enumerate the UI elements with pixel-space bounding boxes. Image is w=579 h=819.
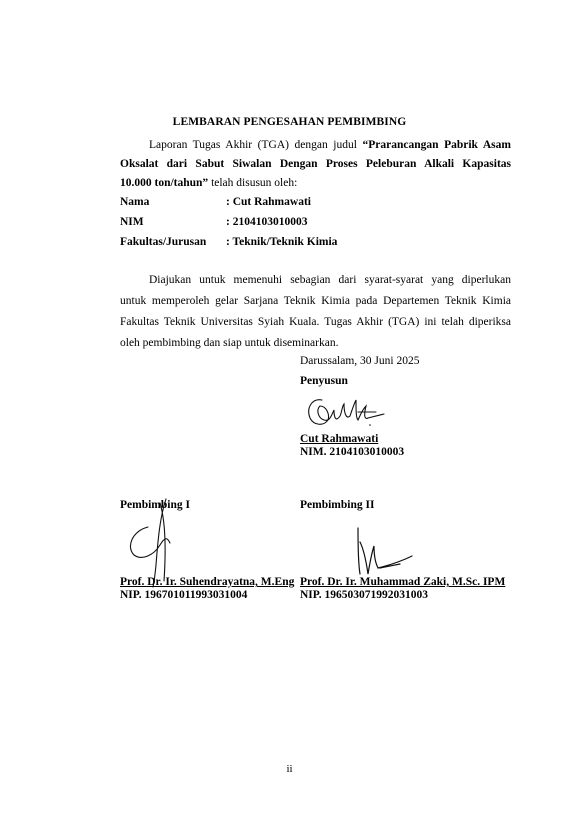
statement-paragraph [120, 270, 511, 354]
identity-value: : Teknik/Teknik Kimia [226, 236, 338, 248]
intro-text: Laporan Tugas Akhir (TGA) dengan judul [149, 139, 363, 151]
thesis-title-line: Oksalat dari Sabut Siwalan Dengan Proses Peleburan Alkali Kapasitas [120, 158, 511, 170]
thesis-title-start: “Prarancangan Pabrik Asam [362, 139, 511, 151]
identity-label: NIM [120, 216, 144, 228]
thesis-title-end: 10.000 ton/tahun” [120, 177, 209, 189]
supervisor1-name: Prof. Dr. Ir. Suhendrayatna, M.Eng [120, 576, 295, 588]
author-signature [300, 392, 390, 432]
statement-line: untuk memperoleh gelar Sarjana Teknik Kimia pada Departemen Teknik Kimia [120, 295, 511, 307]
author-role: Penyusun [300, 375, 348, 387]
place-date: Darussalam, 30 Juni 2025 [300, 355, 420, 367]
supervisor2-role: Pembimbing II [300, 499, 375, 511]
intro-tail: telah disusun oleh: [208, 177, 298, 189]
supervisor1-nip: NIP. 196701011993031004 [120, 589, 248, 601]
statement-line: oleh pembimbing dan siap untuk diseminarkan. [120, 337, 339, 349]
statement-line: Diajukan untuk memenuhi sebagian dari syarat-syarat yang diperlukan [149, 274, 511, 286]
intro-line-1 [120, 136, 511, 155]
intro-paragraph [120, 136, 511, 193]
supervisor2-name: Prof. Dr. Ir. Muhammad Zaki, M.Sc. IPM [300, 576, 506, 588]
supervisor2-signature [352, 522, 422, 582]
identity-value: : Cut Rahmawati [226, 196, 311, 208]
identity-label: Fakultas/Jurusan [120, 236, 207, 248]
author-nim: NIM. 2104103010003 [300, 446, 405, 458]
page-number: ii [286, 763, 293, 775]
page-title: LEMBARAN PENGESAHAN PEMBIMBING [172, 116, 407, 128]
identity-value: : 2104103010003 [226, 216, 308, 228]
author-name: Cut Rahmawati [300, 433, 379, 445]
supervisor2-nip: NIP. 196503071992031003 [300, 589, 428, 601]
statement-line: Fakultas Teknik Universitas Syiah Kuala. Tugas Akhir (TGA) ini telah diperiksa [120, 316, 511, 328]
supervisor1-role: Pembimbing I [120, 499, 190, 511]
intro-line-3 [120, 174, 511, 193]
identity-label: Nama [120, 196, 150, 208]
